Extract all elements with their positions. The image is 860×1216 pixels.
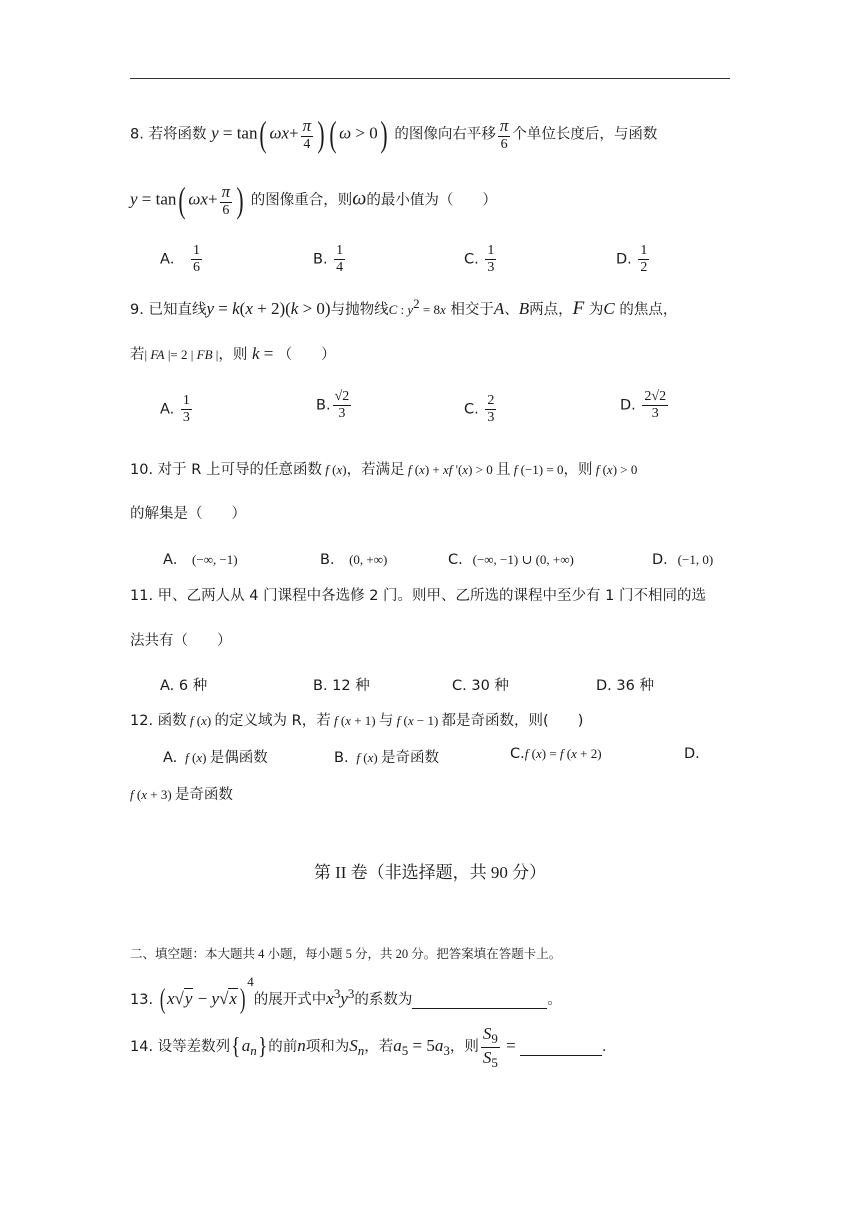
option-12d: D. — [684, 746, 700, 762]
answer-blank-14[interactable] — [520, 1039, 602, 1056]
option-8b: B. $\frac{1}{4}$ — [313, 243, 344, 276]
option-10a: A． (−∞, −1) — [163, 552, 238, 568]
option-11c: C. 30 种 — [452, 678, 509, 694]
option-11d: D. 36 种 — [596, 678, 654, 694]
option-9b: B. $\frac{√2}{3}$ — [316, 389, 350, 422]
option-12c: C.f (x) = f (x + 2) — [510, 746, 602, 762]
question-11-line-1: 11. 甲、乙两人从 4 门课程中各选修 2 门。则甲、乙所选的课程中至少有 1 门不相同的选 — [130, 588, 706, 604]
option-12b: B. f (x) 是奇函数 — [334, 750, 440, 766]
option-9d: D. $\frac{2√2}{3}$ — [620, 389, 667, 422]
question-8-line-1: 8. 若将函数 y = tan( ωx+ $\frac{\pi}{4}$ ) ( ω > 0) 的图像向右平移 $\frac{\pi}{6}$ 个单位长度后，与函数 — [130, 114, 658, 155]
question-9-line-1: 9. 已知直线y = k(x + 2)(k > 0)与抛物线C : $y^2 = 8x$ 相交于A、B两点，F 为C 的焦点， — [130, 296, 678, 319]
fraction-pi-6: $\frac{\pi}{6}$ — [499, 116, 509, 152]
question-8-line-2: y = tan( ωx+ $\frac{\pi}{6}$ ) 的图像重合，则ω的最小值为（ ） — [130, 180, 497, 221]
option-11a: A. 6 种 — [160, 678, 208, 694]
option-10c: C．(−∞, −1) ∪ (0, +∞) — [448, 552, 574, 568]
option-8c: C. $\frac{1}{3}$ — [464, 243, 495, 276]
option-11b: B. 12 种 — [313, 678, 370, 694]
option-9c: C. $\frac{2}{3}$ — [464, 393, 495, 426]
question-11-line-2: 法共有（ ） — [130, 633, 232, 649]
question-13: 13. ( x√y − y√x )$^4$的展开式中$x^3y^3$的系数为 。 — [130, 974, 562, 1015]
option-12a: A. f (x) 是偶函数 — [163, 750, 268, 766]
question-text: 若将函数 — [148, 126, 207, 143]
option-8d: D. $\frac{1}{2}$ — [616, 243, 648, 276]
option-8a: A． $\frac{1}{6}$ — [160, 243, 201, 276]
question-text: 个单位长度后，与函数 — [512, 126, 658, 143]
question-text: 的图像向右平移 — [394, 126, 496, 143]
fraction-pi-4: $\frac{\pi}{4}$ — [302, 116, 312, 152]
question-number: 8. — [130, 126, 144, 143]
option-10b: B． (0, +∞) — [320, 552, 388, 568]
option-12d-body: f (x + 3) 是奇函数 — [130, 787, 233, 803]
header-rule — [130, 78, 730, 79]
fill-in-header: 二、填空题：本大题共 4 小题，每小题 5 分，共 20 分。把答案填在答题卡上。 — [130, 947, 562, 961]
question-14: 14. 设等差数列$\{a_n\}$的前n项和为$S_n$，若$a_5 = 5a_3$，则 $\frac{S_9}{S_5}$ = . — [130, 1024, 607, 1070]
question-10-line-1: 10. 对于 R 上可导的任意函数 f (x)，若满足 f (x) + xf '(x) > 0 且 f (−1) = 0，则 f (x) > 0 — [130, 462, 638, 478]
question-text: 的最小值为（ ） — [366, 192, 497, 209]
question-12-line-1: 12. 函数 f (x) 的定义域为 R，若 f (x + 1) 与 f (x − 1) 都是奇函数，则( ) — [130, 713, 584, 729]
question-10-line-2: 的解集是（ ） — [130, 506, 246, 522]
option-10d: D．(−1, 0) — [652, 552, 714, 568]
option-9a: A. $\frac{1}{3}$ — [160, 393, 190, 426]
question-9-line-2: 若| FA |= 2 | FB |，则 k = （ ） — [130, 344, 336, 363]
section-title: 第 II 卷（非选择题，共 90 分） — [313, 863, 547, 882]
answer-blank-13[interactable] — [412, 992, 547, 1009]
question-text: 的图像重合，则 — [250, 192, 353, 209]
math-y-tan: y — [211, 123, 219, 143]
